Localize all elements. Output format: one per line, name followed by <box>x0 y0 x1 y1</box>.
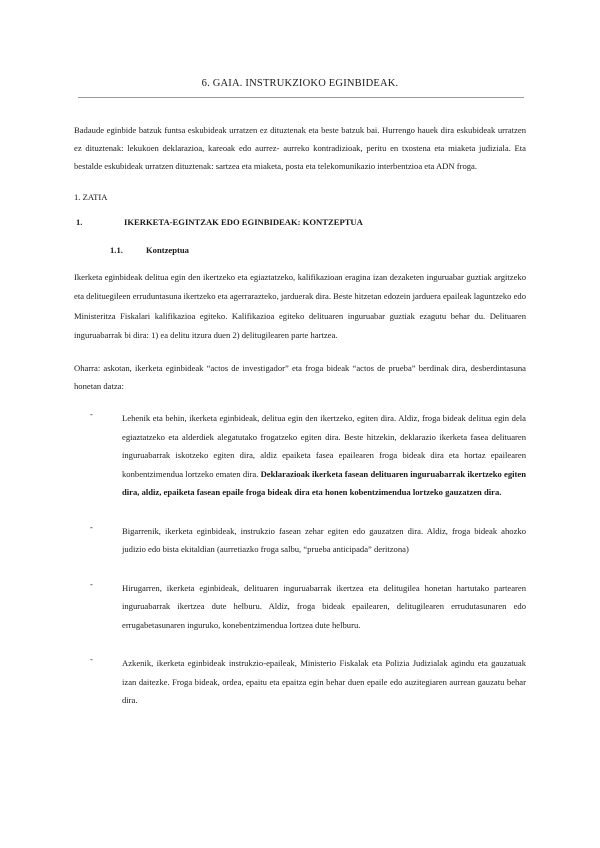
list-item-body: Azkenik, ikerketa eginbideak instrukzio-epaileak, Ministerio Fiskalak eta Polizia Judizialak agindu eta gauzatuak izan daitezke. Froga bideak, ordea, epaitu eta epaitza egin behar duen epaile edo auzitegiaren aurrean gauzatu behar dira. <box>122 658 526 706</box>
subsection-heading <box>74 244 526 256</box>
list-item-text <box>122 409 526 502</box>
subsection-title: Kontzeptua <box>146 245 189 255</box>
list-item-body: Bigarrenik, ikerketa eginbideak, instrukzio fasean zehar egiten edo gauzatzen dira. Aldiz, froga bideak ahozko judizio edo bista ekitaldian (aurretiazko froga salbu, “prueba anticipada” deritzona) <box>122 525 526 555</box>
subsection-number: 1.1. <box>110 245 123 255</box>
definition-paragraph: Ikerketa eginbideak delitua egin den ikertzeko eta egiaztatzeko, kalifikazioan eragina izan dezaketen inguruabar guztiak argitzeko eta delituegileen erruduntasuna ikertzeko eta agerrarazteko, jarduerak dira. Beste hitzetan edozein jarduera epaileak laguntzeko edo Ministeritza Fiskalari kalifikazioa egiteko. Kalifikazioa egiteko delituaren inguruabar guztiak ezagutu behar du. Delituaren inguruabarrak bi dira: 1) ea delitu itzura duen 2) delitugilearen parte hartzea. <box>74 272 526 340</box>
page-title: 6. GAIA. INSTRUKZIOKO EGINBIDEAK. <box>201 78 399 89</box>
list-item-text <box>122 579 526 635</box>
note-paragraph: Oharra: askotan, ikerketa eginbideak “actos de investigador” eta froga bideak “actos de prueba” berdinak dira, desberdintasuna honetan datza: <box>74 363 526 392</box>
list-item-text <box>122 654 526 710</box>
list-dash: - <box>90 578 93 589</box>
list-item <box>74 522 526 559</box>
section-title: IKERKETA-EGINTZAK EDO EGINBIDEAK: KONTZEPTUA <box>124 217 363 227</box>
list-item <box>74 409 526 502</box>
list-dash: - <box>90 654 93 665</box>
list-dash: - <box>90 409 93 420</box>
difference-list <box>74 409 526 710</box>
list-dash: - <box>90 521 93 532</box>
list-item <box>74 579 526 635</box>
intro-paragraph: Badaude eginbide batzuk funtsa eskubideak urratzen ez dituztenak eta beste batzuk bai. Hurrengo hauek dira eskubideak urratzen ez dituztenak: lekukoen deklarazioa, kareoak edo aurrez- aurreko kontradizioak, peritu en txostena eta miaketa judiziala. Eta bestalde eskubideak urratzen dituztenak: sartzea eta miaketa, posta eta telekomunikazio interbentzioa eta ADN froga. <box>74 125 526 171</box>
section-number: 1. <box>76 217 83 227</box>
part-label: 1. ZATIA <box>74 192 108 202</box>
list-item <box>74 654 526 710</box>
list-item-bold: Deklarazioak ikerketa fasean delituaren inguruabarrak ikertzeko egiten dira, aldiz, epaiketa fasean epaile froga bideak dira eta honen kobentzimendua lortzeko gauzatzen dira. <box>122 468 526 498</box>
list-item-body: Lehenik eta behin, ikerketa eginbideak, delitua egin den ikertzeko, egiten dira. Aldiz, froga bideak delitua egin dela egiaztatzeko eta alderdiek alegatutako frogatzeko egiten dira. Beste hitzekin, deklarazio ikerketa fasea delituaren inguruabarrak iskotzeko egiten dira, aldiz epaiketa fasea epailearen froga bideak dira eta hortaz epailearen konbentzimendua lortzeko ematen dira. <box>122 413 526 479</box>
section-heading <box>74 216 526 228</box>
list-item-body: Hirugarren, ikerketa eginbideak, delituaren inguruabarrak ikertzea eta delitugilea honetan hartutako partearen inguruabarrak ikertzea dute helburu. Aldiz, froga bideak epailearen, delitugilearen errudutasunaren edo errugabetasunaren inguruko, konebentzimendua lortzea dute helburu. <box>122 582 526 630</box>
list-item-text <box>122 522 526 559</box>
title-divider <box>78 97 524 98</box>
document-body <box>74 121 526 710</box>
